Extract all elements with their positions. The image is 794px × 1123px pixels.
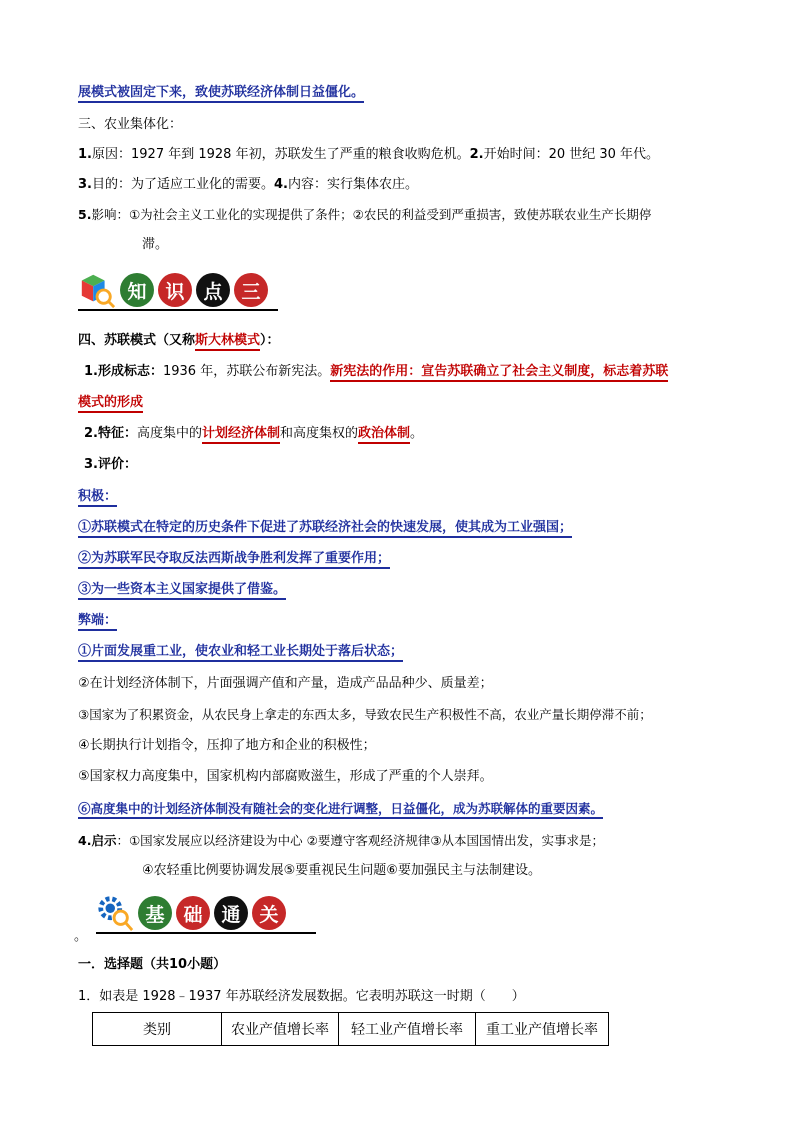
row3-text: ：①为社会主义工业化的实现提供了条件；②农民的利益受到严重损害，致使苏联农业生产长期停 — [116, 207, 652, 222]
p2-planned-economy: 计划经济体制 — [202, 426, 280, 444]
row3-title: 影响 — [91, 207, 117, 222]
badge-basic-pass — [96, 894, 290, 932]
badge1-char-1: 知 — [120, 273, 154, 307]
p1-label: 1.形成标志： — [84, 364, 163, 379]
positive-item-3 — [78, 581, 286, 599]
question-1: 1．如表是 1928﹣1937 年苏联经济发展数据。它表明苏联这一时期（ ） — [78, 989, 525, 1004]
negative-item-1 — [78, 643, 403, 661]
table-header-category: 类别 — [93, 1013, 222, 1046]
negative-item-6-text: ⑥高度集中的计划经济体制没有随社会的变化进行调整，日益僵化，成为苏联解体的重要因素。 — [78, 801, 603, 819]
positive-item-1-text: ①苏联模式在特定的历史条件下促进了苏联经济社会的快速发展，使其成为工业强国； — [78, 520, 572, 538]
table-header-agriculture: 农业产值增长率 — [222, 1013, 339, 1046]
row2-text2: ：实行集体农庄。 — [314, 177, 419, 192]
p2-political-system: 政治体制 — [358, 426, 410, 444]
negative-item-2: ②在计划经济体制下，片面强调产值和产量，造成产品品种少、质量差； — [78, 676, 493, 691]
positive-heading-text: 积极： — [78, 489, 117, 507]
section4-p1 — [84, 363, 668, 381]
economy-data-table — [92, 1012, 609, 1046]
badge2-char-4: 关 — [252, 896, 286, 930]
section4-heading — [78, 332, 280, 350]
section3-row3 — [78, 206, 651, 224]
section3-row3-cont: 滞。 — [142, 237, 169, 252]
section4-p2 — [84, 425, 423, 443]
section3-row1 — [78, 146, 659, 164]
row2-label2: 4. — [274, 177, 288, 192]
badge2-char-2: 础 — [176, 896, 210, 930]
row2-text: ：为了适应工业化的需要。 — [118, 177, 275, 192]
p2-pre: 高度集中的 — [136, 426, 202, 441]
negative-item-1-text: ①片面发展重工业，使农业和轻工业长期处于落后状态； — [78, 644, 403, 662]
top-continuation-line — [78, 84, 364, 102]
p4-text: ：①国家发展应以经济建设为中心 ②要遵守客观经济规律③从本国国情出发，实事求是； — [116, 833, 605, 848]
row1-label: 1. — [78, 147, 92, 162]
row1-text2: ：20 世纪 30 年代。 — [535, 147, 660, 162]
badge2-char-3: 通 — [214, 896, 248, 930]
positive-heading — [78, 488, 117, 506]
table-header-light-industry: 轻工业产值增长率 — [339, 1013, 476, 1046]
badge1-underline — [78, 309, 278, 311]
p2-mid: 和高度集权的 — [280, 426, 359, 441]
section4-p4-cont: ④农轻重比例要协调发展⑤要重视民生问题⑥要加强民主与法制建设。 — [142, 863, 541, 878]
table-header-heavy-industry: 重工业产值增长率 — [476, 1013, 609, 1046]
heading-pre: 四、苏联模式（又称 — [78, 333, 196, 348]
section4-p4 — [78, 832, 604, 850]
p2-post: 。 — [410, 426, 424, 441]
badge2-underline — [96, 932, 316, 934]
negative-item-3: ③国家为了积累资金，从农民身上拿走的东西太多，导致农民生产积极性不高，农业产量长期停滞不前； — [78, 707, 652, 722]
top-line-text: 展模式被固定下来，致使苏联经济体制日益僵化。 — [78, 85, 364, 103]
row1-text: ：1927 年到 1928 年初，苏联发生了严重的粮食收购危机。 — [118, 147, 470, 162]
section4-p1-cont — [78, 394, 143, 412]
row1-title: 原因 — [91, 147, 118, 162]
negative-item-6 — [78, 800, 603, 818]
p1-red-text: 新宪法的作用：宣告苏联确立了社会主义制度，标志着苏联 — [330, 364, 668, 382]
badge2-char-1: 基 — [138, 896, 172, 930]
table-header-row — [93, 1013, 609, 1046]
negative-item-5: ⑤国家权力高度集中，国家机构内部腐败滋生，形成了严重的个人崇拜。 — [78, 769, 493, 784]
section3-row2 — [78, 176, 418, 194]
quiz-heading: 一．选择题（共10小题） — [78, 957, 227, 972]
row2-label: 3. — [78, 177, 92, 192]
badge1-char-3: 点 — [196, 273, 230, 307]
stray-period: 。 — [74, 929, 88, 944]
badge-knowledge-point-3 — [78, 271, 272, 309]
positive-item-2-text: ②为苏联军民夺取反法西斯战争胜利发挥了重要作用； — [78, 551, 390, 569]
badge1-char-4: 三 — [234, 273, 268, 307]
row1-title2: 开始时间 — [483, 147, 536, 162]
row3-label: 5. — [78, 207, 92, 222]
gear-magnifier-icon — [96, 894, 134, 932]
row1-label2: 2. — [469, 147, 484, 162]
p2-label: 2.特征： — [84, 426, 137, 441]
row2-title: 目的 — [91, 177, 118, 192]
cube-magnifier-icon — [78, 271, 116, 309]
p4-label: 4.启示 — [78, 833, 117, 848]
row2-title2: 内容 — [288, 177, 315, 192]
positive-item-2 — [78, 550, 390, 568]
badge1-char-2: 识 — [158, 273, 192, 307]
section4-p3: 3.评价： — [84, 457, 137, 472]
positive-item-3-text: ③为一些资本主义国家提供了借鉴。 — [78, 582, 286, 600]
negative-item-4: ④长期执行计划指令，压抑了地方和企业的积极性； — [78, 738, 376, 753]
p1-red-text-cont: 模式的形成 — [78, 395, 143, 413]
p1-text: 1936 年，苏联公布新宪法。 — [162, 364, 331, 379]
heading-post: ）： — [260, 333, 280, 348]
positive-item-1 — [78, 519, 572, 537]
section3-heading: 三、农业集体化： — [78, 117, 183, 132]
negative-heading-text: 弊端： — [78, 613, 117, 631]
heading-stalin-model: 斯大林模式 — [195, 333, 260, 351]
negative-heading — [78, 612, 117, 630]
